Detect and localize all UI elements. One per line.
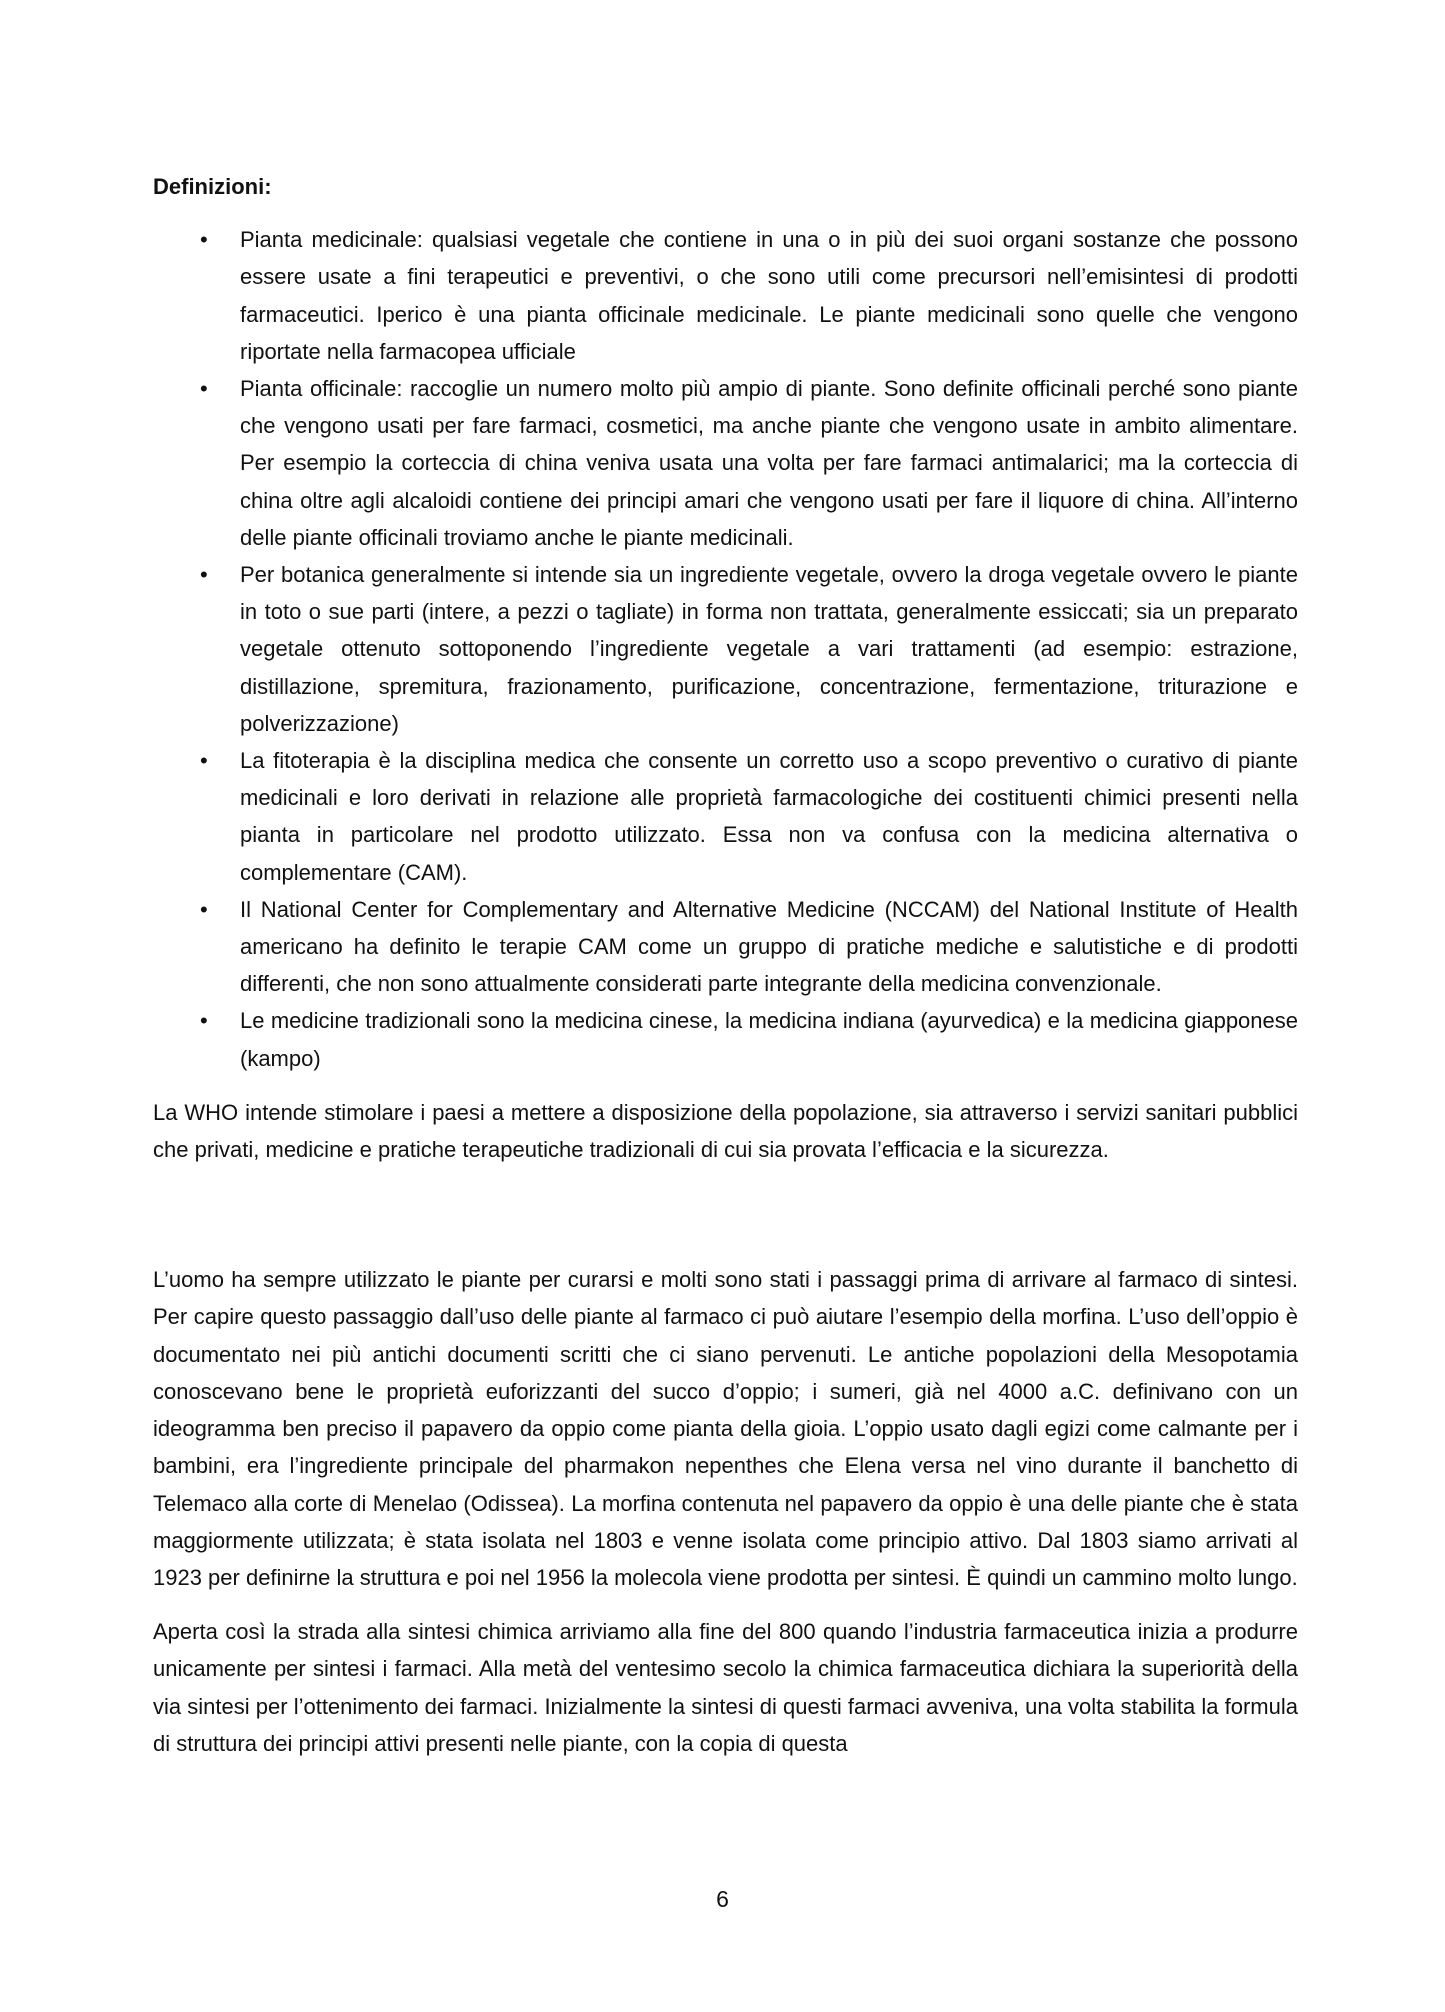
list-item bbox=[153, 556, 1298, 742]
bullet-icon: • bbox=[200, 227, 208, 253]
list-item-text: La fitoterapia è la disciplina medica che consente un corretto uso a scopo preventivo o curativo di piante medicinali e loro derivati in relazione alle proprietà farmacologiche dei costituenti chimici presenti nella pianta in particolare nel prodotto utilizzato. Essa non va confusa con la medicina alternativa o complementare (CAM). bbox=[240, 748, 1298, 885]
document-page bbox=[153, 168, 1298, 1762]
paragraph-history: L’uomo ha sempre utilizzato le piante per curarsi e molti sono stati i passaggi prima di arrivare al farmaco di sintesi. Per capire questo passaggio dall’uso delle piante al farmaco ci può aiutare l’esempio della morfina. L’uso dell’oppio è documentato nei più antichi documenti scritti che ci siano pervenuti. Le antiche popolazioni della Mesopotamia conoscevano bene le proprietà euforizzanti del succo d’oppio; i sumeri, già nel 4000 a.C. definivano con un ideogramma ben preciso il papavero da oppio come pianta della gioia. L’oppio usato dagli egizi come calmante per i bambini, era l’ingrediente principale del pharmakon nepenthes che Elena versa nel vino durante il banchetto di Telemaco alla corte di Menelao (Odissea). La morfina contenuta nel papavero da oppio è una delle piante che è stata maggiormente utilizzata; è stata isolata nel 1803 e venne isolata come principio attivo. Dal 1803 siamo arrivati al 1923 per definirne la struttura e poi nel 1956 la molecola viene prodotta per sintesi. È quindi un cammino molto lungo. bbox=[153, 1267, 1298, 1590]
bullet-icon: • bbox=[200, 376, 208, 402]
bullet-icon: • bbox=[200, 896, 208, 922]
page-number: 6 bbox=[716, 1886, 729, 1912]
list-item bbox=[153, 891, 1298, 1003]
bullet-icon: • bbox=[200, 562, 208, 588]
bullet-icon: • bbox=[200, 1008, 208, 1034]
list-item bbox=[153, 221, 1298, 370]
paragraph-who: La WHO intende stimolare i paesi a mettere a disposizione della popolazione, sia attraverso i servizi sanitari pubblici che privati, medicine e pratiche terapeutiche tradizionali di cui sia provata l’efficacia e la sicurezza. bbox=[153, 1099, 1298, 1163]
list-item-text: Per botanica generalmente si intende sia un ingrediente vegetale, ovvero la droga vegetale ovvero le piante in toto o sue parti (intere, a pezzi o tagliate) in forma non trattata, generalmente essiccati; sia un preparato vegetale ottenuto sottoponendo l’ingrediente vegetale a vari trattamenti (ad esempio: estrazione, distillazione, spremitura, frazionamento, purificazione, concentrazione, fermentazione, triturazione e polverizzazione) bbox=[240, 562, 1298, 736]
section-heading: Definizioni: bbox=[153, 174, 272, 199]
list-item-text: Pianta medicinale: qualsiasi vegetale che contiene in una o in più dei suoi organi sostanze che possono essere usate a fini terapeutici e preventivi, o che sono utili come precursori nell’emisintesi di prodotti farmaceutici. Iperico è una pianta officinale medicinale. Le piante medicinali sono quelle che vengono riportate nella farmacopea ufficiale bbox=[240, 227, 1298, 364]
list-item-text: Il National Center for Complementary and Alternative Medicine (NCCAM) del National Institute of Health americano ha definito le terapie CAM come un gruppo di pratiche mediche e salutistiche e di prodotti differenti, che non sono attualmente considerati parte integrante della medicina convenzionale. bbox=[240, 896, 1298, 997]
bullet-icon: • bbox=[200, 748, 208, 774]
list-item bbox=[153, 370, 1298, 556]
paragraph-synthesis: Aperta così la strada alla sintesi chimica arriviamo alla fine del 800 quando l’industria farmaceutica inizia a produrre unicamente per sintesi i farmaci. Alla metà del ventesimo secolo la chimica farmaceutica dichiara la superiorità della via sintesi per l’ottenimento dei farmaci. Inizialmente la sintesi di questi farmaci avveniva, una volta stabilita la formula di struttura dei principi attivi presenti nelle piante, con la copia di questa bbox=[153, 1619, 1298, 1756]
list-item bbox=[153, 1002, 1298, 1076]
definitions-list bbox=[153, 221, 1298, 1077]
list-item-text: Pianta officinale: raccoglie un numero molto più ampio di piante. Sono definite officinali perché sono piante che vengono usati per fare farmaci, cosmetici, ma anche piante che vengono usate in ambito alimentare. Per esempio la corteccia di china veniva usata una volta per fare farmaci antimalarici; ma la corteccia di china oltre agli alcaloidi contiene dei principi amari che vengono usati per fare il liquore di china. All’interno delle piante officinali troviamo anche le piante medicinali. bbox=[240, 376, 1298, 550]
list-item-text: Le medicine tradizionali sono la medicina cinese, la medicina indiana (ayurvedica) e la medicina giapponese (kampo) bbox=[240, 1008, 1298, 1071]
list-item bbox=[153, 742, 1298, 891]
